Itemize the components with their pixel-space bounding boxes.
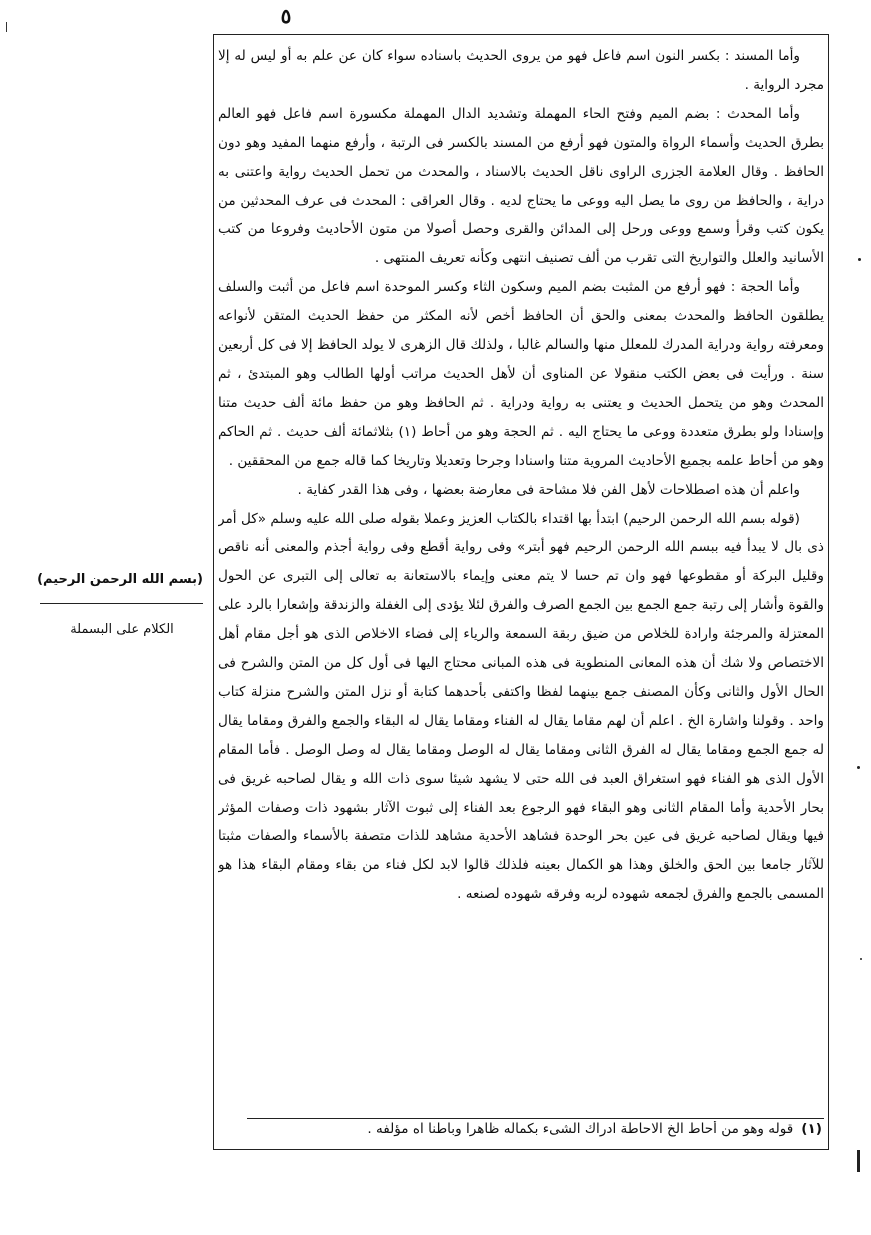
body-text xyxy=(218,42,824,1134)
scan-edge-mark xyxy=(857,1150,860,1172)
margin-heading: (بسم الله الرحمن الرحيم) xyxy=(37,572,203,587)
margin-subheading: الكلام على البسملة xyxy=(70,622,174,637)
paragraph-musnad: وأما المسند : بكسر النون اسم فاعل فهو من يروى الحديث باسناده سواء كان عن علم به أو ليس له إلا مجرد الرواية . xyxy=(218,48,824,93)
footnote-number: (١) xyxy=(801,1121,822,1137)
scan-speck xyxy=(860,958,862,960)
paragraph-basmala: (قوله بسم الله الرحمن الرحيم) ابتدأ بها اقتداء بالكتاب العزيز وعملا بقوله صلى الله عليه وسلم «كل أمر ذى بال لا يبدأ فيه ببسم الله الرحمن الرحيم فهو أبتر» وفى رواية أقطع وفى رواية أجذم والمعنى أنه ناقص وقليل البركة أو مقطوعها فهو وان تم حسا لا يتم معنى وإيماء بالاستعانة به تعالى إلى التبرى عن الحول والقوة وأشار إلى رتبة جمع الجمع بين الجمع الصرف والفرق لئلا يؤدى إلى الغفلة والزندقة وإشعارا بالرد على المعتزلة والمرجئة وارادة للخلاص من ضيق ربقة السمعة والرياء إلى فضاء الاخلاص الذى هو أجل مقام أهل الاختصاص ولا شك أن هذه المعانى المنطوية فى هذه المبانى محتاج اليها فى أول كل من المتن والشرح فى الحال الأول والثانى وكأن المصنف جمع بينهما لفظا واكتفى بأحدهما كتابة أو نزل المتن والشرح منزلة كتاب واحد . وقولنا واشارة الخ . اعلم أن لهم مقاما يقال له الفناء ومقاما يقال له البقاء والجمع والفرق ومقاما يقال له جمع الجمع ومقاما يقال له الفرق الثانى ومقاما يقال له الوصل ومقاما يقال له وصل الوصل . فأما المقام الأول الذى هو الفناء فهو استغراق العبد فى الله حتى لا يشهد شيئا سوى ذات الله و يقال لصاحبه غريق فى بحار الأحدية وأما المقام الثانى وهو البقاء فهو الرجوع بعد الفناء إلى ثبوت الآثار بشهود ذات وصفات المؤثر فيها ويقال لصاحبه غريق فى عين بحر الوحدة فشاهد الأحدية مشاهد للذات متصفة بالأسماء والصفات مثبتا للآثار جامعا بين الحق والخلق وهذا هو الكمال بعينه فلذلك قالوا لابد لكل فناء من بقاء ومقام البقاء هذا هو المسمى بالجمع والفرق لجمعه شهوده لربه وفرقه شهوده لصنعه . xyxy=(218,510,824,903)
footnote xyxy=(247,1121,822,1137)
paragraph-hujja: وأما الحجة : فهو أرفع من المثبت بضم الميم وسكون الثاء وكسر الموحدة اسم فاعل من أثبت والسلف يطلقون الحافظ والمحدث بمعنى والحق أن الحافظ أخص لأنه المكثر من حفظ الحديث المتقن لأنواعه ومعرفته رواية ودراية المدرك للمعلل منها والسالم غالبا ، ولذلك قال الزهرى لا يولد الحافظ إلا فى كل أربعين سنة . ورأيت فى بعض الكتب منقولا عن المناوى أن لأهل الحديث مراتب أولها الطالب وهو المبتدئ ، ثم المحدث وهو من يتحمل الحديث و يعتنى به رواية ودراية . ثم الحافظ وهو من حفظ مائة ألف حديث متنا وإسنادا ولو بطرق متعددة ووعى ما يحتاج اليه . ثم الحجة وهو من أحاط (١) بثلاثمائة ألف حديث . ثم الحاكم وهو من أحاط علمه بجميع الأحاديث المروية متنا واسنادا وجرحا وتعديلا وتاريخا كما قاله جمع من المحققين . xyxy=(218,279,824,469)
footnote-divider xyxy=(247,1118,824,1119)
margin-divider xyxy=(40,603,203,604)
scan-edge-mark xyxy=(6,22,7,32)
footnote-text: قوله وهو من أحاط الخ الاحاطة ادراك الشىء بكماله ظاهرا وباطنا اه مؤلفه . xyxy=(367,1121,794,1137)
page-number: ٥ xyxy=(280,4,292,28)
scan-speck xyxy=(857,766,860,769)
paragraph-conclusion: واعلم أن هذه اصطلاحات لأهل الفن فلا مشاحة فى معارضة بعضها ، وفى هذا القدر كفاية . xyxy=(297,481,800,498)
paragraph-muhaddith: وأما المحدث : بضم الميم وفتح الحاء المهملة وتشديد الدال المهملة مكسورة اسم فاعل فهو العالم بطرق الحديث وأسماء الرواة والمتون فهو أرفع من المسند بالكسر فى الرتبة ، وأرفع منهما المفيد وهو دون الحافظ . وقال العلامة الجزرى الراوى ناقل الحديث بالاسناد ، والمحدث من تحمل الحديث رواية واعتنى به دراية ، والحافظ من روى ما يصل اليه ووعى ما يحتاج لديه . وقال العراقى : المحدث فى عرف المحدثين من يكون كتب وقرأ وسمع ووعى ورحل إلى المدائن والقرى وحصل أصولا من متون الأحاديث وفروعا من كتب الأسانيد والعلل والتواريخ التى تقرب من ألف تصنيف انتهى وكأنه تعريف المنتهى . xyxy=(218,105,824,267)
scan-speck xyxy=(858,258,861,261)
